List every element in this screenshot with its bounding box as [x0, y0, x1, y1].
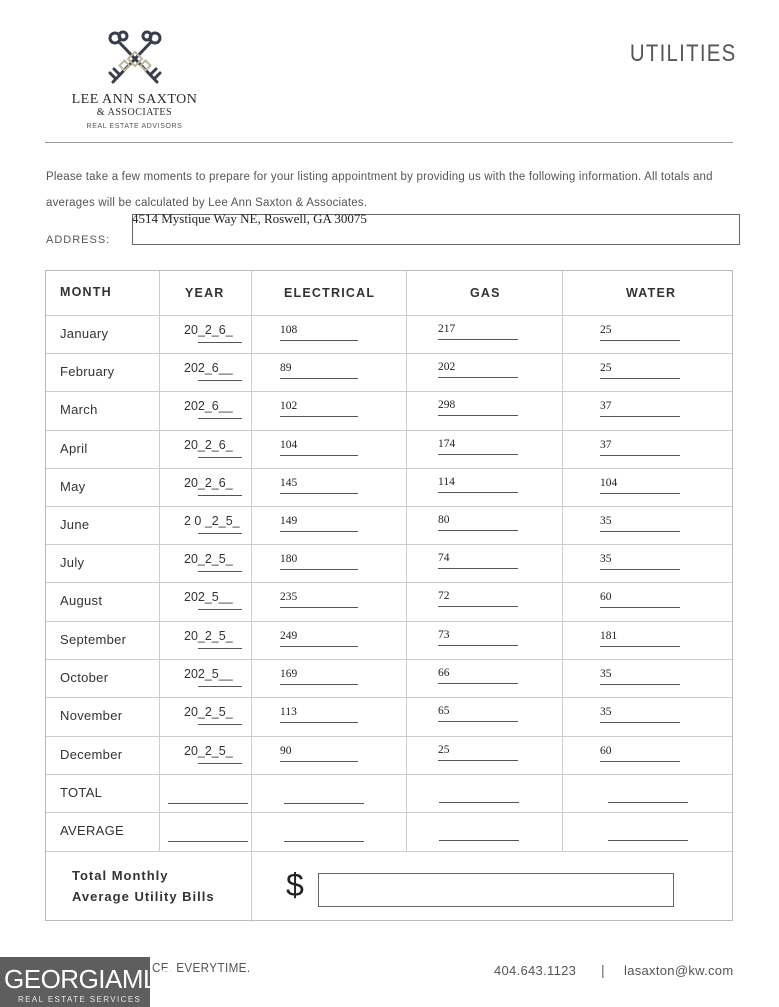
year-field[interactable]: [168, 841, 248, 842]
year-underline: [198, 648, 242, 649]
gas-field[interactable]: [438, 377, 518, 378]
water-field[interactable]: [608, 840, 688, 841]
dollar-sign: $: [286, 867, 304, 903]
row-divider: [46, 391, 732, 392]
water-value: 37: [600, 400, 612, 412]
water-field[interactable]: [600, 684, 680, 685]
water-value: 181: [600, 630, 618, 642]
row-divider: [46, 468, 732, 469]
electrical-field[interactable]: [280, 340, 358, 341]
year-value: 202_6__: [184, 361, 233, 375]
month-label: November: [60, 708, 123, 723]
year-value: 202_6__: [184, 399, 233, 413]
year-value: 2 0 _2_5_: [184, 514, 240, 528]
column-divider: [159, 271, 160, 851]
water-value: 35: [600, 668, 612, 680]
gas-field[interactable]: [438, 568, 518, 569]
summary-label-line2: Average Utility Bills: [72, 889, 215, 904]
gas-value: 25: [438, 744, 450, 756]
gas-field[interactable]: [439, 840, 519, 841]
water-field[interactable]: [600, 607, 680, 608]
gas-value: 217: [438, 323, 456, 335]
year-underline: [198, 686, 242, 687]
address-label: ADDRESS:: [46, 234, 111, 246]
row-divider: [46, 851, 732, 852]
water-field[interactable]: [608, 802, 688, 803]
header-water: WATER: [626, 286, 677, 300]
year-underline: [198, 380, 242, 381]
year-value: 202_5__: [184, 590, 233, 604]
water-value: 25: [600, 362, 612, 374]
water-field[interactable]: [600, 455, 680, 456]
year-value: 20_2_5_: [184, 705, 233, 719]
mls-watermark-sub: REAL ESTATE SERVICES: [18, 995, 142, 1004]
footer-email: lasaxton@kw.com: [624, 963, 734, 978]
year-field[interactable]: [168, 803, 248, 804]
electrical-field[interactable]: [280, 531, 358, 532]
water-value: 35: [600, 706, 612, 718]
water-value: 37: [600, 439, 612, 451]
gas-field[interactable]: [438, 606, 518, 607]
gas-value: 114: [438, 476, 455, 488]
row-divider: [46, 506, 732, 507]
row-divider: [46, 582, 732, 583]
water-field[interactable]: [600, 722, 680, 723]
year-value: 20_2_5_: [184, 744, 233, 758]
gas-field[interactable]: [438, 683, 518, 684]
electrical-field[interactable]: [280, 455, 358, 456]
year-value: 202_5__: [184, 667, 233, 681]
water-field[interactable]: [600, 569, 680, 570]
row-divider: [46, 430, 732, 431]
gas-value: 174: [438, 438, 456, 450]
row-divider: [46, 353, 732, 354]
year-underline: [198, 763, 242, 764]
electrical-field[interactable]: [280, 493, 358, 494]
water-field[interactable]: [600, 761, 680, 762]
month-label: June: [60, 517, 90, 532]
electrical-value: 169: [280, 668, 298, 680]
electrical-field[interactable]: [284, 803, 364, 804]
electrical-value: 104: [280, 439, 298, 451]
column-divider: [251, 271, 252, 922]
total-average-field[interactable]: [318, 873, 674, 907]
electrical-value: 149: [280, 515, 298, 527]
water-field[interactable]: [600, 378, 680, 379]
electrical-field[interactable]: [284, 841, 364, 842]
year-value: 20_2_6_: [184, 323, 233, 337]
month-label: December: [60, 747, 123, 762]
gas-value: 298: [438, 399, 456, 411]
gas-field[interactable]: [438, 492, 518, 493]
gas-field[interactable]: [438, 454, 518, 455]
water-field[interactable]: [600, 493, 680, 494]
electrical-field[interactable]: [280, 722, 358, 723]
electrical-value: 89: [280, 362, 292, 374]
year-underline: [198, 342, 242, 343]
intro-text: Please take a few moments to prepare for your listing appointment by providing us with the following information. All totals and averages will be calculated by Lee Ann Saxton & Associates.: [46, 171, 713, 209]
water-field[interactable]: [600, 340, 680, 341]
crossed-keys-icon: [103, 30, 167, 88]
footer-phone: 404.643.1123: [494, 963, 577, 978]
year-value: 20_2_6_: [184, 438, 233, 452]
electrical-value: 235: [280, 591, 298, 603]
year-value: 20_2_5_: [184, 552, 233, 566]
year-underline: [198, 724, 242, 725]
gas-value: 74: [438, 552, 450, 564]
row-divider: [46, 315, 732, 316]
gas-field[interactable]: [438, 645, 518, 646]
gas-value: 72: [438, 590, 450, 602]
footer-tagline: CE. EVERYTIME.: [152, 960, 251, 975]
month-label: July: [60, 555, 85, 570]
row-divider: [46, 774, 732, 775]
footer-separator: |: [601, 962, 605, 978]
brand-logo: [62, 30, 207, 130]
gas-value: 202: [438, 361, 456, 373]
header-gas: GAS: [470, 286, 501, 300]
year-underline: [198, 609, 242, 610]
month-label: September: [60, 632, 127, 647]
electrical-field[interactable]: [280, 684, 358, 685]
summary-label: [72, 865, 215, 907]
month-label: March: [60, 402, 98, 417]
column-divider: [406, 271, 407, 851]
electrical-field[interactable]: [280, 378, 358, 379]
year-underline: [198, 533, 242, 534]
average-label: AVERAGE: [60, 823, 124, 838]
header-electrical: ELECTRICAL: [284, 286, 376, 300]
electrical-field[interactable]: [280, 761, 358, 762]
water-field[interactable]: [600, 646, 680, 647]
row-divider: [46, 812, 732, 813]
gas-value: 65: [438, 705, 450, 717]
electrical-value: 249: [280, 630, 298, 642]
water-field[interactable]: [600, 416, 680, 417]
gas-field[interactable]: [438, 530, 518, 531]
row-divider: [46, 697, 732, 698]
brand-tagline: REAL ESTATE ADVISORS: [86, 123, 183, 130]
header-month: MONTH: [60, 285, 112, 299]
month-label: April: [60, 441, 88, 456]
electrical-value: 180: [280, 553, 298, 565]
electrical-value: 113: [280, 706, 297, 718]
utilities-table: [45, 270, 733, 921]
month-label: August: [60, 593, 103, 608]
gas-field[interactable]: [438, 760, 518, 761]
water-value: 35: [600, 515, 612, 527]
month-label: May: [60, 479, 86, 494]
divider: [45, 142, 733, 143]
water-value: 104: [600, 477, 618, 489]
gas-field[interactable]: [439, 802, 519, 803]
gas-field[interactable]: [438, 721, 518, 722]
mls-watermark: [0, 957, 174, 1007]
water-value: 60: [600, 745, 612, 757]
brand-name: LEE ANN SAXTON: [71, 92, 198, 107]
water-value: 35: [600, 553, 612, 565]
row-divider: [46, 544, 732, 545]
year-underline: [198, 418, 242, 419]
month-label: February: [60, 364, 115, 379]
row-divider: [46, 659, 732, 660]
electrical-field[interactable]: [280, 569, 358, 570]
water-field[interactable]: [600, 531, 680, 532]
summary-label-line1: Total Monthly: [72, 868, 169, 883]
page-title: UTILITIES: [630, 40, 737, 67]
electrical-field[interactable]: [280, 607, 358, 608]
electrical-value: 145: [280, 477, 298, 489]
gas-value: 73: [438, 629, 450, 641]
electrical-value: 90: [280, 745, 292, 757]
total-label: TOTAL: [60, 785, 103, 800]
row-divider: [46, 736, 732, 737]
water-value: 60: [600, 591, 612, 603]
year-value: 20_2_5_: [184, 629, 233, 643]
month-label: October: [60, 670, 109, 685]
gas-field[interactable]: [438, 339, 518, 340]
gas-value: 80: [438, 514, 450, 526]
year-value: 20_2_6_: [184, 476, 233, 490]
electrical-field[interactable]: [280, 416, 358, 417]
month-label: January: [60, 326, 109, 341]
year-underline: [198, 457, 242, 458]
gas-value: 66: [438, 667, 450, 679]
electrical-value: 102: [280, 400, 298, 412]
gas-field[interactable]: [438, 415, 518, 416]
electrical-field[interactable]: [280, 646, 358, 647]
electrical-value: 108: [280, 324, 298, 336]
mls-watermark-name: GEORGIAMLS: [4, 964, 174, 994]
row-divider: [46, 621, 732, 622]
year-underline: [198, 571, 242, 572]
header-year: YEAR: [185, 286, 225, 300]
water-value: 25: [600, 324, 612, 336]
brand-name-associates: & ASSOCIATES: [96, 107, 173, 118]
year-underline: [198, 495, 242, 496]
address-value: 4514 Mystique Way NE, Roswell, GA 30075: [132, 211, 367, 226]
column-divider: [562, 271, 563, 851]
